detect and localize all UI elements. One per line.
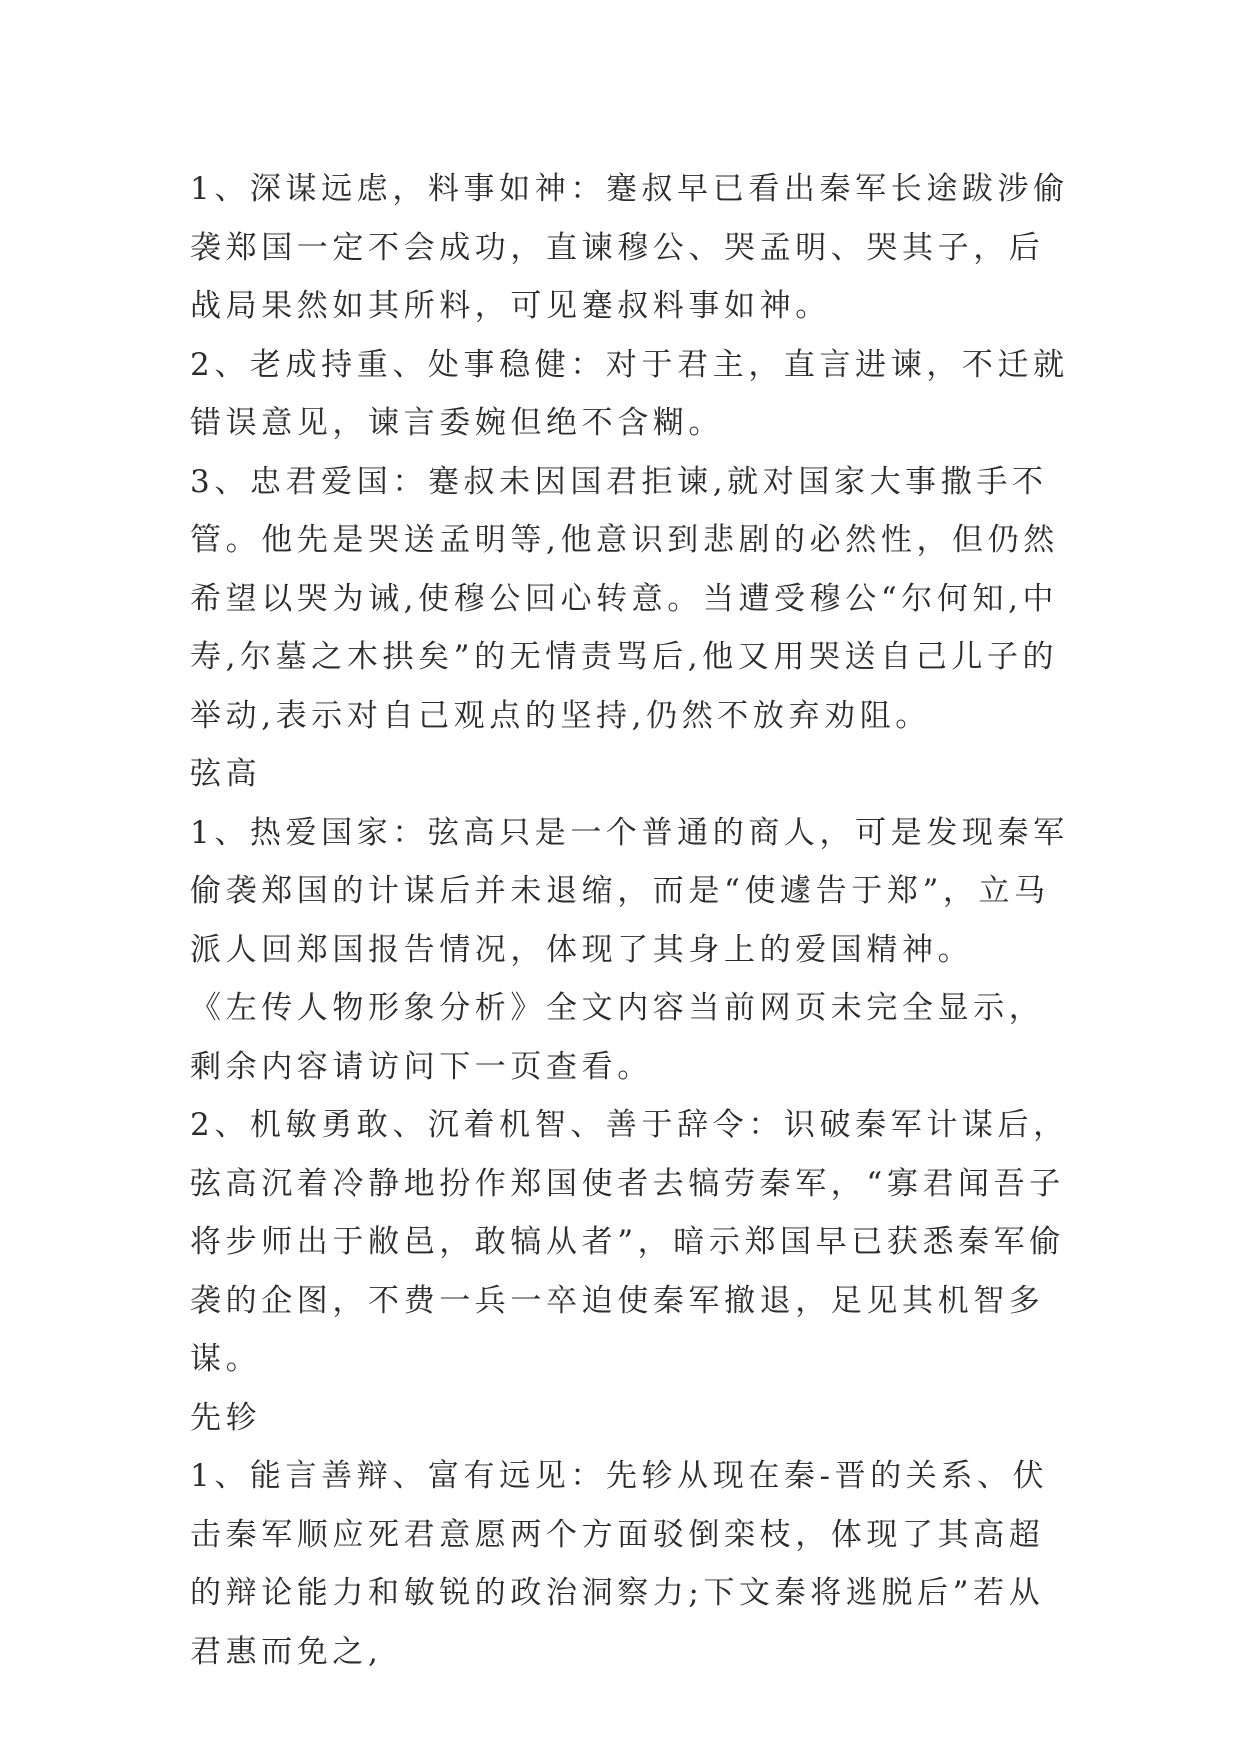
paragraph-jianshu-trait-1: 1、深谋远虑，料事如神：蹇叔早已看出秦军长途跋涉偷袭郑国一定不会成功，直谏穆公、哭孟明、哭其子，后战局果然如其所料，可见蹇叔料事如神。 [190, 171, 1069, 324]
paragraph-xiangao-trait-1: 1、热爱国家：弦高只是一个普通的商人，可是发现秦军偷袭郑国的计谋后并未退缩，而是“使遽告于郑”，立马派人回郑国报告情况，体现了其身上的爱国精神。 [190, 814, 1069, 968]
paragraph-xiangao-trait-2: 2、机敏勇敢、沉着机智、善于辞令：识破秦军计谋后，弦高沉着冷静地扮作郑国使者去犒劳秦军，“寡君闻吾子将步师出于敝邑，敢犒从者”，暗示郑国早已获悉秦军偷袭的企图，不费一兵一卒迫使秦军撤退，足见其机智多谋。 [190, 1107, 1069, 1377]
section-heading-xiangao: 弦高 [190, 756, 262, 792]
paragraph-jianshu-trait-2: 2、老成持重、处事稳健：对于君主，直言进谏，不迁就错误意见，谏言委婉但绝不含糊。 [190, 346, 1069, 441]
document-body [190, 160, 1070, 1681]
section-heading-xianzhen: 先轸 [190, 1399, 262, 1436]
paragraph-xianzhen-trait-1: 1、能言善辩、富有远见：先轸从现在秦-晋的关系、伏击秦军顺应死君意愿两个方面驳倒栾枝，体现了其高超的辩论能力和敏锐的政治洞察力;下文秦将逃脱后”若从君惠而免之, [190, 1458, 1049, 1670]
paragraph-jianshu-trait-3: 3、忠君爱国：蹇叔未因国君拒谏,就对国家大事撒手不管。他先是哭送孟明等,他意识到悲剧的必然性，但仍然希望以哭为诫,使穆公回心转意。当遭受穆公“尔何知,中寿,尔墓之木拱矣”的无情责骂后,他又用哭送自己儿子的举动,表示对自己观点的坚持,仍然不放弃劝阻。 [190, 463, 1059, 734]
truncation-notice: 《左传人物形象分析》全文内容当前网页未完全显示，剩余内容请访问下一页查看。 [190, 990, 1045, 1085]
